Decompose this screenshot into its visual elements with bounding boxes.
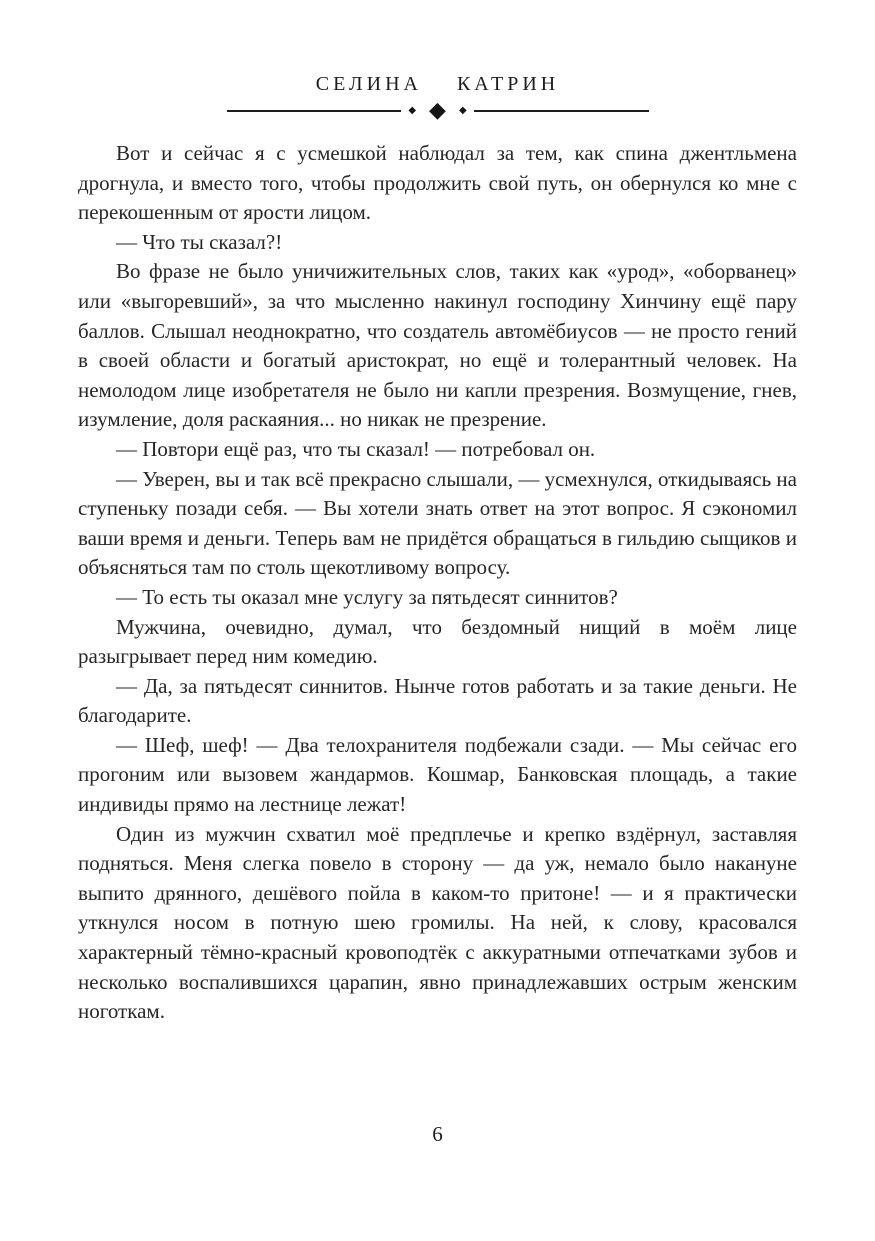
header-divider bbox=[227, 99, 649, 123]
paragraph: — Да, за пятьдесят синнитов. Нынче готов работать и за такие деньги. Не благодарите. bbox=[78, 673, 797, 728]
paragraph: Мужчина, очевидно, думал, что бездомный нищий в моём лице разыгрывает перед ним комедию. bbox=[78, 614, 797, 669]
paragraph: — То есть ты оказал мне услугу за пятьдесят синнитов? bbox=[116, 584, 618, 609]
paragraph: — Повтори ещё раз, что ты сказал! — потребовал он. bbox=[116, 436, 596, 461]
divider-line-left bbox=[227, 110, 402, 112]
paragraph: — Уверен, вы и так всё прекрасно слышали, — усмехнулся, откидываясь на ступеньку позади себя. — Вы хотели знать ответ на этот вопрос. Я сэкономил ваши время и деньги. Теперь вам не придётся обращаться в гильдию сыщиков и объясняться там по столь щекотливому вопросу. bbox=[78, 466, 797, 580]
small-diamond-icon: ◆ bbox=[408, 105, 417, 116]
small-diamond-icon: ◆ bbox=[458, 105, 467, 116]
paragraph: Один из мужчин схватил моё предплечье и крепко вздёрнул, заставляя подняться. Меня слегка повело в сторону — да уж, немало было накануне выпито дрянного, дешёвого пойла в каком-то притоне! — и я практически уткнулся носом в потную шею громилы. На ней, к слову, красовался характерный тёмно-красный кровоподтёк с аккуратными отпечатками зубов и несколько воспалившихся царапин, явно принадлежавших острым женским ноготкам. bbox=[78, 821, 797, 1024]
large-diamond-icon: ◆ bbox=[429, 98, 446, 123]
page-number: 6 bbox=[432, 1122, 443, 1146]
divider-line-right bbox=[474, 110, 649, 112]
page-body-text bbox=[78, 139, 797, 1027]
paragraph: — Шеф, шеф! — Два телохранителя подбежали сзади. — Мы сейчас его прогоним или вызовем жандармов. Кошмар, Банковская площадь, а такие индивиды прямо на лестнице лежат! bbox=[78, 732, 797, 817]
paragraph: — Что ты сказал?! bbox=[116, 229, 283, 254]
running-header-author: СЕЛИНА КАТРИН bbox=[315, 73, 560, 95]
paragraph: Вот и сейчас я с усмешкой наблюдал за тем, как спина джентльмена дрогнула, и вместо того, чтобы продолжить свой путь, он обернулся ко мне с перекошенным от ярости лицом. bbox=[78, 141, 797, 225]
paragraph: Во фразе не было уничижительных слов, таких как «урод», «оборванец» или «выгоревший», за что мысленно накинул господину Хинчину ещё пару баллов. Слышал неоднократно, что создатель автомёбиусов — не просто гений в своей области и богатый аристократ, но ещё и толерантный человек. На немолодом лице изобретателя не было ни капли презрения. Возмущение, гнев, изумление, доля раскаяния... но никак не презрение. bbox=[78, 259, 797, 432]
